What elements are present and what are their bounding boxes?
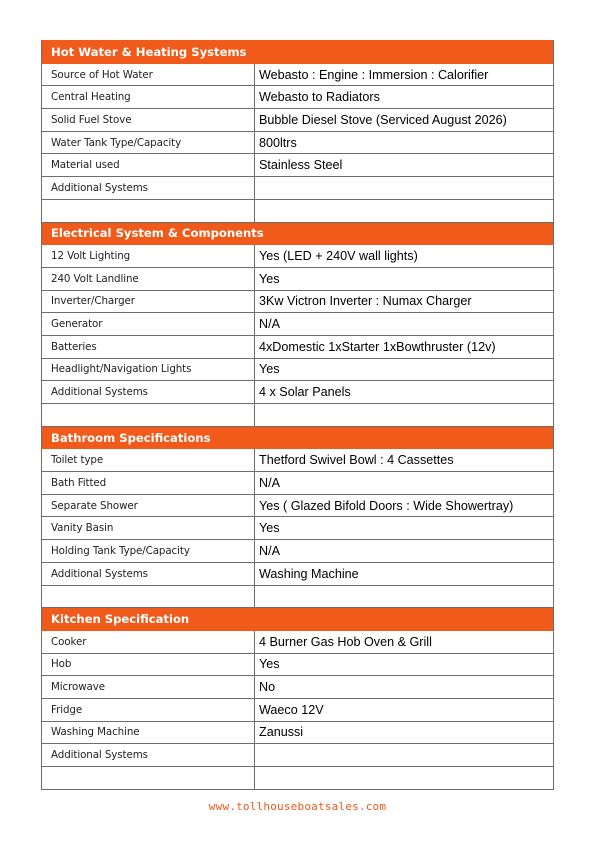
spec-label: Source of Hot Water — [42, 63, 255, 86]
spec-label: Separate Shower — [42, 494, 255, 517]
spec-label: Additional Systems — [42, 562, 255, 585]
spec-value: Waeco 12V — [255, 698, 554, 721]
spec-row — [42, 676, 554, 699]
spec-row — [42, 698, 554, 721]
spec-label: 12 Volt Lighting — [42, 245, 255, 268]
footer-website[interactable]: www.tollhouseboatsales.com — [208, 800, 387, 813]
blank-cell — [255, 585, 554, 608]
blank-cell — [42, 199, 255, 222]
spec-label: Batteries — [42, 335, 255, 358]
spec-label: Washing Machine — [42, 721, 255, 744]
spec-row — [42, 494, 554, 517]
spec-value: Yes (LED + 240V wall lights) — [255, 245, 554, 268]
spec-label: Material used — [42, 154, 255, 177]
spec-label: Generator — [42, 313, 255, 336]
spec-row — [42, 313, 554, 336]
spec-value: N/A — [255, 472, 554, 495]
spec-value: Yes — [255, 517, 554, 540]
section-header — [42, 608, 554, 631]
section-header — [42, 222, 554, 245]
spec-row — [42, 267, 554, 290]
section-header — [42, 426, 554, 449]
spec-row — [42, 449, 554, 472]
spec-label: Cooker — [42, 630, 255, 653]
spec-value: 3Kw Victron Inverter : Numax Charger — [255, 290, 554, 313]
spec-label: Additional Systems — [42, 177, 255, 200]
spec-value: Yes — [255, 358, 554, 381]
spec-label: Additional Systems — [42, 744, 255, 767]
blank-row — [42, 585, 554, 608]
spec-row — [42, 86, 554, 109]
spec-row — [42, 472, 554, 495]
spec-row — [42, 290, 554, 313]
spec-row — [42, 335, 554, 358]
blank-row — [42, 199, 554, 222]
spec-row — [42, 177, 554, 200]
spec-label: 240 Volt Landline — [42, 267, 255, 290]
spec-value: Yes ( Glazed Bifold Doors : Wide Showertray) — [255, 494, 554, 517]
spec-value: Yes — [255, 653, 554, 676]
blank-cell — [42, 585, 255, 608]
spec-value: Bubble Diesel Stove (Serviced August 2026) — [255, 109, 554, 132]
spec-table — [41, 40, 554, 790]
spec-value: 4xDomestic 1xStarter 1xBowthruster (12v) — [255, 335, 554, 358]
spec-value — [255, 744, 554, 767]
spec-value: No — [255, 676, 554, 699]
spec-value: Webasto : Engine : Immersion : Calorifier — [255, 63, 554, 86]
spec-row — [42, 154, 554, 177]
section-title: Hot Water & Heating Systems — [42, 41, 554, 64]
spec-row — [42, 245, 554, 268]
spec-value: N/A — [255, 313, 554, 336]
spec-label: Vanity Basin — [42, 517, 255, 540]
section-header — [42, 41, 554, 64]
spec-value: Thetford Swivel Bowl : 4 Cassettes — [255, 449, 554, 472]
spec-row — [42, 109, 554, 132]
spec-label: Inverter/Charger — [42, 290, 255, 313]
spec-value: Zanussi — [255, 721, 554, 744]
spec-label: Hob — [42, 653, 255, 676]
spec-row — [42, 721, 554, 744]
spec-label: Toilet type — [42, 449, 255, 472]
spec-label: Microwave — [42, 676, 255, 699]
spec-row — [42, 653, 554, 676]
spec-value: Stainless Steel — [255, 154, 554, 177]
spec-row — [42, 630, 554, 653]
spec-label: Additional Systems — [42, 381, 255, 404]
spec-label: Water Tank Type/Capacity — [42, 131, 255, 154]
spec-row — [42, 358, 554, 381]
spec-row — [42, 381, 554, 404]
section-title: Kitchen Specification — [42, 608, 554, 631]
blank-cell — [255, 199, 554, 222]
spec-row — [42, 63, 554, 86]
spec-row — [42, 131, 554, 154]
spec-label: Holding Tank Type/Capacity — [42, 540, 255, 563]
spec-label: Bath Fitted — [42, 472, 255, 495]
blank-cell — [42, 767, 255, 790]
spec-value: Webasto to Radiators — [255, 86, 554, 109]
spec-value: 4 Burner Gas Hob Oven & Grill — [255, 630, 554, 653]
spec-row — [42, 517, 554, 540]
spec-row — [42, 540, 554, 563]
spec-sheet — [41, 40, 553, 790]
blank-row — [42, 767, 554, 790]
spec-row — [42, 562, 554, 585]
spec-value: Yes — [255, 267, 554, 290]
spec-table-body — [42, 41, 554, 790]
spec-row — [42, 744, 554, 767]
blank-row — [42, 404, 554, 427]
section-title: Electrical System & Components — [42, 222, 554, 245]
spec-value: 4 x Solar Panels — [255, 381, 554, 404]
spec-value: 800ltrs — [255, 131, 554, 154]
blank-cell — [42, 404, 255, 427]
section-title: Bathroom Specifications — [42, 426, 554, 449]
spec-label: Fridge — [42, 698, 255, 721]
blank-cell — [255, 404, 554, 427]
blank-cell — [255, 767, 554, 790]
spec-label: Solid Fuel Stove — [42, 109, 255, 132]
spec-value: N/A — [255, 540, 554, 563]
spec-value — [255, 177, 554, 200]
spec-label: Headlight/Navigation Lights — [42, 358, 255, 381]
spec-value: Washing Machine — [255, 562, 554, 585]
spec-label: Central Heating — [42, 86, 255, 109]
